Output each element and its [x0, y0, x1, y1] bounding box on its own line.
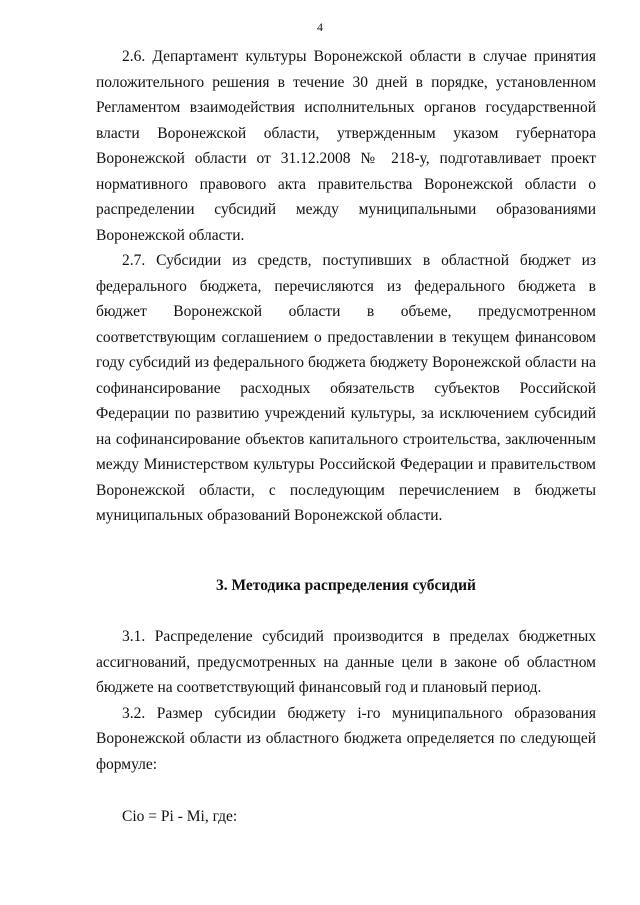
paragraph-3-1: 3.1. Распределение субсидий производится в пределах бюджетных ассигнований, предусмотренных на данные цели в законе об областном бюджете на соответствующий финансовый год и плановый период.	[96, 628, 596, 696]
paragraph-2-6: 2.6. Департамент культуры Воронежской области в случае принятия положительного решения в течение 30 дней в порядке, установленном Регламентом взаимодействия исполнительных органов государственной власти Воронежской области, утвержденным указом губернатора Воронежской области от 31.12.2008 № 218-у, подготавливает проект нормативного правового акта правительства Воронежской области о распределении субсидий между муниципальными образованиями Воронежской области.	[96, 48, 596, 244]
page-number: 4	[317, 20, 323, 34]
section-3-heading: 3. Методика распределения субсидий	[216, 577, 476, 594]
subsidy-formula: Сio = Рi - Мi, где:	[122, 808, 238, 825]
paragraph-2-7: 2.7. Субсидии из средств, поступивших в областной бюджет из федерального бюджета, перечисляются из федерального бюджета в бюджет Воронежской области в объеме, предусмотренном соответствующим соглашением о предоставлении в текущем финансовом году субсидий из федерального бюджета бюджету Воронежской области на софинансирование расходных обязательств субъектов Российской Федерации по развитию учреждений культуры, за исключением субсидий на софинансирование объектов капитального строительства, заключенным между Министерством культуры Российской Федерации и правительством Воронежской области, с последующим перечислением в бюджеты муниципальных образований Воронежской области.	[96, 252, 596, 524]
section-2-body	[96, 44, 596, 529]
section-3-body	[96, 624, 596, 777]
paragraph-3-2: 3.2. Размер субсидии бюджету i-го муниципального образования Воронежской области из областного бюджета определяется по следующей формуле:	[96, 704, 596, 773]
